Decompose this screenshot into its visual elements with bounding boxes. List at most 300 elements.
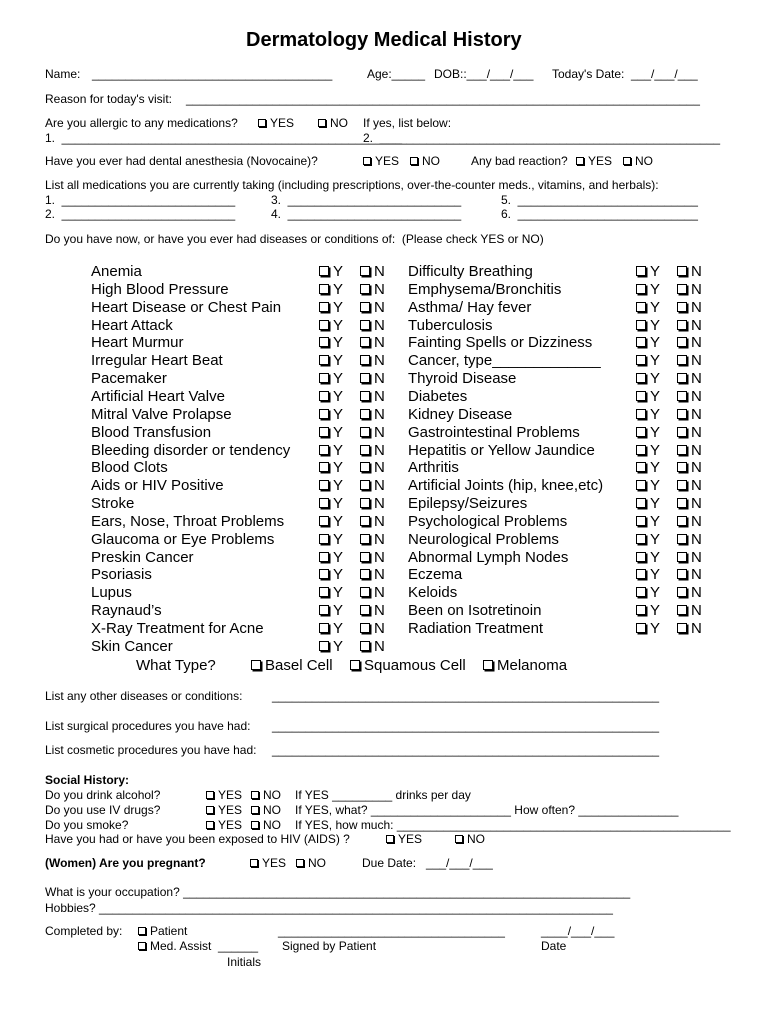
checkbox-icon xyxy=(483,660,493,670)
checkbox-icon xyxy=(677,587,687,597)
right-condition-no-option[interactable]: N xyxy=(677,406,702,423)
right-condition-yes-option[interactable]: Y xyxy=(636,442,660,459)
left-condition-label: Raynaud’s xyxy=(91,602,162,620)
left-condition-label: Mitral Valve Prolapse xyxy=(91,405,232,423)
right-condition-label: Epilepsy/Seizures xyxy=(408,495,528,513)
checkbox-icon xyxy=(360,409,370,419)
checkbox-icon xyxy=(360,569,370,579)
signature-line[interactable]: __________________________________ xyxy=(278,924,505,938)
checkbox-icon xyxy=(251,791,259,799)
date-label: Date xyxy=(541,939,567,953)
left-condition-yes-option[interactable]: Y xyxy=(319,513,343,530)
right-condition-yes-option[interactable]: Y xyxy=(636,281,660,298)
checkbox-icon xyxy=(636,534,646,544)
left-condition-label: Lupus xyxy=(91,584,132,602)
checkbox-icon xyxy=(677,534,687,544)
page-title: Dermatology Medical History xyxy=(246,29,522,51)
completed-by-label: Completed by: xyxy=(45,924,123,938)
left-condition-no-option[interactable]: N xyxy=(360,370,385,387)
other-diseases-label: List any other diseases or conditions: xyxy=(45,689,243,703)
cosmetic-field[interactable]: __________________________________________________________ xyxy=(272,743,660,757)
checkbox-icon xyxy=(251,806,259,814)
left-condition-yes-option[interactable]: Y xyxy=(319,263,343,280)
checkbox-icon xyxy=(636,284,646,294)
right-condition-yes-option[interactable]: Y xyxy=(636,620,660,637)
due-date-field[interactable]: Due Date: ___/___/___ xyxy=(362,856,493,870)
allergy-yes-option[interactable]: YES xyxy=(258,116,294,130)
left-condition-yes-option[interactable]: Y xyxy=(319,477,343,494)
allergy-item-1[interactable]: 1. ___________________________________________________ xyxy=(45,131,403,145)
alcohol-yes-option[interactable]: YES xyxy=(206,788,242,802)
checkbox-icon xyxy=(677,391,687,401)
checkbox-icon xyxy=(677,320,687,330)
right-condition-no-option[interactable]: N xyxy=(677,495,702,512)
right-condition-label: Arthritis xyxy=(408,459,459,477)
right-condition-yes-option[interactable]: Y xyxy=(636,549,660,566)
right-condition-no-option[interactable]: N xyxy=(677,299,702,316)
cosmetic-label: List cosmetic procedures you have had: xyxy=(45,743,257,757)
checkbox-icon xyxy=(636,355,646,365)
checkbox-icon xyxy=(636,587,646,597)
checkbox-icon xyxy=(677,409,687,419)
right-condition-label: Abnormal Lymph Nodes xyxy=(408,548,569,566)
left-condition-no-option[interactable]: N xyxy=(360,549,385,566)
left-condition-label: Heart Murmur xyxy=(91,334,184,352)
checkbox-icon xyxy=(677,445,687,455)
checkbox-icon xyxy=(636,569,646,579)
initials-label: Initials xyxy=(227,955,262,969)
checkbox-icon xyxy=(360,480,370,490)
right-condition-label: Tuberculosis xyxy=(408,316,493,334)
checkbox-icon xyxy=(386,835,394,843)
left-condition-label: Blood Transfusion xyxy=(91,423,212,441)
checkbox-icon xyxy=(319,337,329,347)
med-line-3[interactable]: 3. __________________________ xyxy=(271,193,462,207)
checkbox-icon xyxy=(318,119,326,127)
checkbox-icon xyxy=(319,587,329,597)
checkbox-icon xyxy=(319,462,329,472)
checkbox-icon xyxy=(636,605,646,615)
checkbox-icon xyxy=(296,859,304,867)
checkbox-icon xyxy=(636,337,646,347)
right-condition-yes-option[interactable]: Y xyxy=(636,317,660,334)
smoke-yes-option[interactable]: YES xyxy=(206,818,242,832)
right-condition-yes-option[interactable]: Y xyxy=(636,370,660,387)
right-condition-yes-option[interactable]: Y xyxy=(636,477,660,494)
right-condition-no-option[interactable]: N xyxy=(677,281,702,298)
checkbox-icon xyxy=(677,355,687,365)
checkbox-icon xyxy=(360,337,370,347)
checkbox-icon xyxy=(360,516,370,526)
checkbox-icon xyxy=(319,498,329,508)
checkbox-icon xyxy=(677,302,687,312)
med-line-6[interactable]: 6. ___________________________ xyxy=(501,207,698,221)
left-condition-no-option[interactable]: N xyxy=(360,477,385,494)
right-condition-yes-option[interactable]: Y xyxy=(636,334,660,351)
skin-type-label: What Type? xyxy=(136,657,216,674)
checkbox-icon xyxy=(319,266,329,276)
checkbox-icon xyxy=(319,552,329,562)
right-condition-label: Eczema xyxy=(408,566,463,584)
pregnant-no-option[interactable]: NO xyxy=(296,856,326,870)
left-condition-yes-option[interactable]: Y xyxy=(319,442,343,459)
right-condition-label: Kidney Disease xyxy=(408,405,513,423)
checkbox-icon xyxy=(677,480,687,490)
right-condition-label: Thyroid Disease xyxy=(408,370,517,388)
right-condition-label: Asthma/ Hay fever xyxy=(408,298,532,316)
left-condition-no-option[interactable]: N xyxy=(360,352,385,369)
right-condition-yes-option[interactable]: Y xyxy=(636,388,660,405)
left-condition-no-option[interactable]: N xyxy=(360,334,385,351)
right-condition-no-option[interactable]: N xyxy=(677,584,702,601)
reason-field[interactable]: _____________________________________________________________________________ xyxy=(186,92,700,106)
checkbox-icon xyxy=(206,791,214,799)
left-condition-yes-option[interactable]: Y xyxy=(319,299,343,316)
allergy-note: If yes, list below: xyxy=(363,116,452,130)
basel-cell-option[interactable]: Basel Cell xyxy=(251,657,333,674)
allergy-question: Are you allergic to any medications? xyxy=(45,116,238,130)
right-condition-yes-option[interactable]: Y xyxy=(636,513,660,530)
checkbox-icon xyxy=(636,409,646,419)
left-condition-label: Anemia xyxy=(91,263,142,280)
checkbox-icon xyxy=(636,552,646,562)
checkbox-icon xyxy=(319,355,329,365)
right-condition-no-option[interactable]: N xyxy=(677,352,702,369)
med-line-2[interactable]: 2. __________________________ xyxy=(45,207,236,221)
checkbox-icon xyxy=(636,623,646,633)
checkbox-icon xyxy=(677,552,687,562)
left-condition-label: Irregular Heart Beat xyxy=(91,352,223,370)
checkbox-icon xyxy=(319,605,329,615)
left-condition-no-option[interactable]: N xyxy=(360,495,385,512)
med-line-4[interactable]: 4. __________________________ xyxy=(271,207,462,221)
checkbox-icon xyxy=(319,427,329,437)
checkbox-icon xyxy=(319,641,329,651)
med-line-5[interactable]: 5. ___________________________ xyxy=(501,193,698,207)
checkbox-icon xyxy=(360,462,370,472)
anesthesia-question: Have you ever had dental anesthesia (Novocaine)? xyxy=(45,154,318,168)
checkbox-icon xyxy=(636,445,646,455)
right-condition-no-option[interactable]: N xyxy=(677,317,702,334)
left-condition-yes-option[interactable]: Y xyxy=(319,388,343,405)
left-condition-label: Blood Clots xyxy=(91,459,168,477)
reason-label: Reason for today's visit: xyxy=(45,92,173,106)
right-condition-label: Cancer, type_____________ xyxy=(408,352,601,370)
left-condition-yes-option[interactable]: Y xyxy=(319,584,343,601)
iv-yes-option[interactable]: YES xyxy=(206,803,242,817)
left-condition-yes-option[interactable]: Y xyxy=(319,352,343,369)
checkbox-icon xyxy=(410,157,418,165)
surgical-field[interactable]: __________________________________________________________ xyxy=(272,719,660,733)
checkbox-icon xyxy=(360,587,370,597)
left-condition-no-option[interactable]: N xyxy=(360,566,385,583)
right-condition-label: Gastrointestinal Problems xyxy=(408,423,580,441)
left-condition-yes-option[interactable]: Y xyxy=(319,406,343,423)
signed-by-patient-label: Signed by Patient xyxy=(282,939,377,953)
left-condition-label: Heart Attack xyxy=(91,316,173,334)
other-diseases-field[interactable]: __________________________________________________________ xyxy=(272,689,660,703)
left-condition-yes-option[interactable]: Y xyxy=(319,602,343,619)
right-condition-no-option[interactable]: N xyxy=(677,602,702,619)
checkbox-icon xyxy=(636,427,646,437)
checkbox-icon xyxy=(677,605,687,615)
checkbox-icon xyxy=(677,337,687,347)
checkbox-icon xyxy=(360,623,370,633)
checkbox-icon xyxy=(360,391,370,401)
surgical-label: List surgical procedures you have had: xyxy=(45,719,251,733)
reaction-no-option[interactable]: NO xyxy=(623,154,653,168)
name-field[interactable]: ____________________________________ xyxy=(92,67,333,81)
left-condition-no-option[interactable]: N xyxy=(360,388,385,405)
checkbox-icon xyxy=(319,373,329,383)
right-condition-label: Artificial Joints (hip, knee,etc) xyxy=(408,477,604,495)
checkbox-icon xyxy=(319,409,329,419)
checkbox-icon xyxy=(636,391,646,401)
left-condition-no-option[interactable]: N xyxy=(360,584,385,601)
right-condition-yes-option[interactable]: Y xyxy=(636,352,660,369)
hiv-no-option[interactable]: NO xyxy=(455,832,485,846)
right-condition-label: Psychological Problems xyxy=(408,512,568,530)
checkbox-icon xyxy=(360,498,370,508)
checkbox-icon xyxy=(677,462,687,472)
left-condition-label: Aids or HIV Positive xyxy=(91,477,224,495)
left-condition-no-option[interactable]: N xyxy=(360,638,385,655)
left-condition-label: Pacemaker xyxy=(91,370,167,388)
checkbox-icon xyxy=(636,498,646,508)
left-condition-no-option[interactable]: N xyxy=(360,442,385,459)
squamous-cell-option[interactable]: Squamous Cell xyxy=(350,657,466,674)
checkbox-icon xyxy=(636,462,646,472)
left-condition-no-option[interactable]: N xyxy=(360,459,385,476)
alcohol-note[interactable]: If YES _________ drinks per day xyxy=(295,788,471,802)
reaction-question: Any bad reaction? xyxy=(471,154,568,168)
checkbox-icon xyxy=(319,623,329,633)
left-condition-label: Skin Cancer xyxy=(91,637,173,655)
checkbox-icon xyxy=(360,320,370,330)
checkbox-icon xyxy=(319,480,329,490)
checkbox-icon xyxy=(677,498,687,508)
hiv-yes-option[interactable]: YES xyxy=(386,832,422,846)
checkbox-icon xyxy=(677,284,687,294)
right-condition-no-option[interactable]: N xyxy=(677,459,702,476)
right-condition-label: Neurological Problems xyxy=(408,530,559,548)
checkbox-icon xyxy=(363,157,371,165)
checkbox-icon xyxy=(677,623,687,633)
checkbox-icon xyxy=(319,320,329,330)
right-condition-no-option[interactable]: N xyxy=(677,370,702,387)
med-line-1[interactable]: 1. __________________________ xyxy=(45,193,236,207)
left-condition-yes-option[interactable]: Y xyxy=(319,459,343,476)
left-condition-yes-option[interactable]: Y xyxy=(319,370,343,387)
pregnant-question: (Women) Are you pregnant? xyxy=(45,856,206,870)
checkbox-icon xyxy=(360,302,370,312)
checkbox-icon xyxy=(636,302,646,312)
left-condition-no-option[interactable]: N xyxy=(360,317,385,334)
checkbox-icon xyxy=(258,119,266,127)
left-condition-yes-option[interactable]: Y xyxy=(319,566,343,583)
checkbox-icon xyxy=(350,660,360,670)
checkbox-icon xyxy=(360,445,370,455)
right-condition-label: Hepatitis or Yellow Jaundice xyxy=(408,441,595,459)
checkbox-icon xyxy=(319,391,329,401)
med-assist-option[interactable]: Med. Assist ______ xyxy=(138,939,258,953)
iv-note[interactable]: If YES, what? _____________________ How often? _______________ xyxy=(295,803,679,817)
right-condition-yes-option[interactable]: Y xyxy=(636,602,660,619)
left-condition-no-option[interactable]: N xyxy=(360,513,385,530)
right-condition-no-option[interactable]: N xyxy=(677,334,702,351)
checkbox-icon xyxy=(251,660,261,670)
right-condition-no-option[interactable]: N xyxy=(677,263,702,280)
right-condition-label: Diabetes xyxy=(408,387,468,405)
right-condition-label: Radiation Treatment xyxy=(408,620,544,637)
hobbies-field[interactable]: Hobbies? _____________________________________________________________________________ xyxy=(45,901,613,915)
right-condition-no-option[interactable]: N xyxy=(677,549,702,566)
right-condition-no-option[interactable]: N xyxy=(677,442,702,459)
left-condition-yes-option[interactable]: Y xyxy=(319,495,343,512)
right-condition-no-option[interactable]: N xyxy=(677,513,702,530)
left-condition-no-option[interactable]: N xyxy=(360,281,385,298)
checkbox-icon xyxy=(455,835,463,843)
checkbox-icon xyxy=(360,534,370,544)
left-condition-label: Ears, Nose, Throat Problems xyxy=(91,512,285,530)
right-condition-yes-option[interactable]: Y xyxy=(636,424,660,441)
checkbox-icon xyxy=(250,859,258,867)
left-condition-no-option[interactable]: N xyxy=(360,299,385,316)
right-condition-yes-option[interactable]: Y xyxy=(636,584,660,601)
left-condition-label: Glaucoma or Eye Problems xyxy=(91,530,275,548)
right-condition-no-option[interactable]: N xyxy=(677,477,702,494)
checkbox-icon xyxy=(319,302,329,312)
checkbox-icon xyxy=(319,284,329,294)
right-condition-no-option[interactable]: N xyxy=(677,388,702,405)
right-condition-yes-option[interactable]: Y xyxy=(636,263,660,280)
right-condition-yes-option[interactable]: Y xyxy=(636,406,660,423)
right-condition-label: Fainting Spells or Dizziness xyxy=(408,334,593,352)
occupation-field[interactable]: What is your occupation? ___________________________________________________________________ xyxy=(45,885,631,899)
checkbox-icon xyxy=(677,373,687,383)
iv-no-option[interactable]: NO xyxy=(251,803,281,817)
left-condition-yes-option[interactable]: Y xyxy=(319,317,343,334)
age-field[interactable]: Age:_____ xyxy=(367,67,426,81)
patient-option[interactable]: Patient xyxy=(138,924,187,938)
checkbox-icon xyxy=(677,516,687,526)
right-condition-yes-option[interactable]: Y xyxy=(636,566,660,583)
left-condition-no-option[interactable]: N xyxy=(360,406,385,423)
dob-field[interactable]: DOB::___/___/___ xyxy=(434,67,534,81)
social-heading: Social History: xyxy=(45,773,130,787)
left-condition-label: Stroke xyxy=(91,495,135,513)
checkbox-icon xyxy=(319,516,329,526)
right-condition-no-option[interactable]: N xyxy=(677,566,702,583)
checkbox-icon xyxy=(138,927,146,935)
left-condition-yes-option[interactable]: Y xyxy=(319,424,343,441)
left-condition-yes-option[interactable]: Y xyxy=(319,531,343,548)
checkbox-icon xyxy=(138,942,146,950)
reaction-yes-option[interactable]: YES xyxy=(576,154,612,168)
left-condition-no-option[interactable]: N xyxy=(360,424,385,441)
checkbox-icon xyxy=(677,569,687,579)
allergy-item-2[interactable]: 2. ___________________________________________________ xyxy=(363,131,721,145)
right-condition-yes-option[interactable]: Y xyxy=(636,459,660,476)
smoke-note[interactable]: If YES, how much: __________________________________________________ xyxy=(295,818,731,832)
checkbox-icon xyxy=(319,534,329,544)
right-condition-no-option[interactable]: N xyxy=(677,531,702,548)
left-condition-no-option[interactable]: N xyxy=(360,620,385,637)
right-condition-no-option[interactable]: N xyxy=(677,620,702,637)
right-condition-label: Been on Isotretinoin xyxy=(408,602,542,620)
left-condition-yes-option[interactable]: Y xyxy=(319,281,343,298)
iv-question: Do you use IV drugs? xyxy=(45,803,161,817)
left-condition-label: Psoriasis xyxy=(91,566,152,584)
conditions-prompt: Do you have now, or have you ever had diseases or conditions of: (Please check YES or NO) xyxy=(45,232,544,246)
anesthesia-no-option[interactable]: NO xyxy=(410,154,440,168)
alcohol-no-option[interactable]: NO xyxy=(251,788,281,802)
checkbox-icon xyxy=(251,821,259,829)
checkbox-icon xyxy=(636,516,646,526)
left-condition-label: Preskin Cancer xyxy=(91,548,194,566)
checkbox-icon xyxy=(360,552,370,562)
left-condition-no-option[interactable]: N xyxy=(360,602,385,619)
right-condition-label: Difficulty Breathing xyxy=(408,263,533,280)
left-condition-yes-option[interactable]: Y xyxy=(319,549,343,566)
checkbox-icon xyxy=(360,427,370,437)
left-condition-yes-option[interactable]: Y xyxy=(319,334,343,351)
checkbox-icon xyxy=(636,373,646,383)
checkbox-icon xyxy=(319,569,329,579)
checkbox-icon xyxy=(360,373,370,383)
hiv-question: Have you had or have you been exposed to HIV (AIDS) ? xyxy=(45,832,350,846)
signature-date-field[interactable]: ____/___/___ xyxy=(541,924,615,938)
left-condition-label: X-Ray Treatment for Acne xyxy=(91,620,264,637)
checkbox-icon xyxy=(360,355,370,365)
left-condition-label: High Blood Pressure xyxy=(91,280,229,298)
anesthesia-yes-option[interactable]: YES xyxy=(363,154,399,168)
right-condition-yes-option[interactable]: Y xyxy=(636,531,660,548)
right-condition-label: Keloids xyxy=(408,584,458,602)
left-condition-no-option[interactable]: N xyxy=(360,531,385,548)
checkbox-icon xyxy=(360,605,370,615)
smoke-question: Do you smoke? xyxy=(45,818,129,832)
checkbox-icon xyxy=(636,480,646,490)
pregnant-yes-option[interactable]: YES xyxy=(250,856,286,870)
checkbox-icon xyxy=(623,157,631,165)
todays-date-field[interactable]: Today's Date: ___/___/___ xyxy=(552,67,698,81)
right-condition-no-option[interactable]: N xyxy=(677,424,702,441)
checkbox-icon xyxy=(206,821,214,829)
checkbox-icon xyxy=(319,445,329,455)
checkbox-icon xyxy=(636,266,646,276)
smoke-no-option[interactable]: NO xyxy=(251,818,281,832)
left-condition-label: Heart Disease or Chest Pain xyxy=(91,298,282,316)
left-condition-yes-option[interactable]: Y xyxy=(319,620,343,637)
checkbox-icon xyxy=(636,320,646,330)
left-condition-yes-option[interactable]: Y xyxy=(319,638,343,655)
checkbox-icon xyxy=(360,284,370,294)
melanoma-option[interactable]: Melanoma xyxy=(483,657,567,674)
left-condition-no-option[interactable]: N xyxy=(360,263,385,280)
allergy-no-option[interactable]: NO xyxy=(318,116,348,130)
right-condition-yes-option[interactable]: Y xyxy=(636,495,660,512)
left-condition-label: Bleeding disorder or tendency xyxy=(91,441,291,459)
checkbox-icon xyxy=(576,157,584,165)
checkbox-icon xyxy=(206,806,214,814)
checkbox-icon xyxy=(360,641,370,651)
name-label: Name: xyxy=(45,67,81,81)
right-condition-yes-option[interactable]: Y xyxy=(636,299,660,316)
checkbox-icon xyxy=(360,266,370,276)
checkbox-icon xyxy=(677,266,687,276)
checkbox-icon xyxy=(677,427,687,437)
